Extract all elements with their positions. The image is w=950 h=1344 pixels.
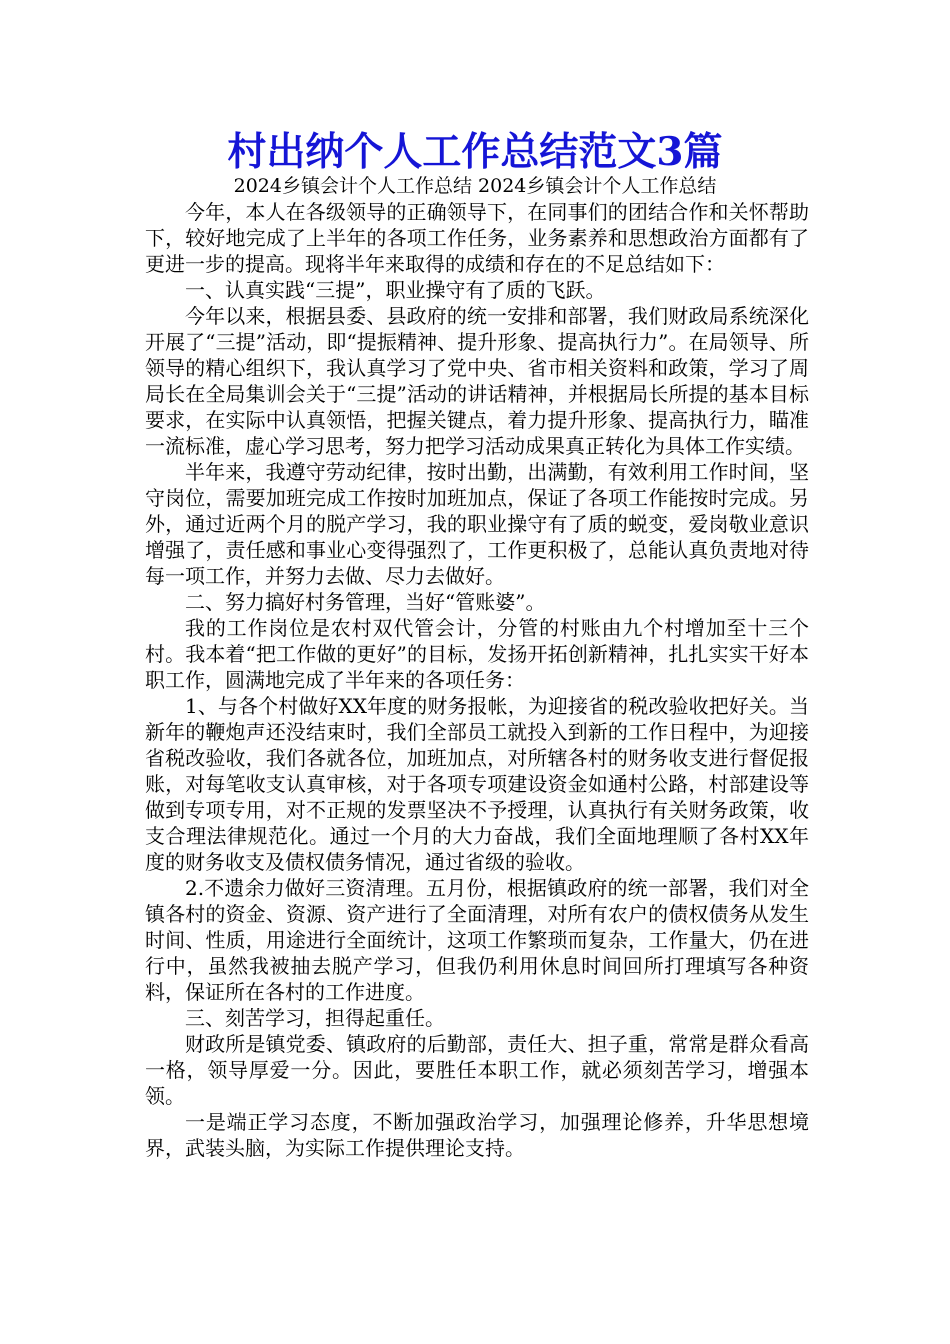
section-heading-1: 一、认真实践“三提”，职业操守有了质的飞跃。	[185, 278, 606, 302]
paragraph-intro: 今年，本人在各级领导的正确领导下，在同事们的团结合作和关怀帮助下，较好地完成了上半年的各项工作任务，业务素养和思想政治方面都有了更进一步的提高。现将半年来取得的成绩和存在的不足总结如下：	[145, 200, 809, 276]
section-heading-2: 二、努力搞好村务管理，当好“管账婆”。	[185, 590, 546, 614]
paragraph: 一是端正学习态度，不断加强政治学习，加强理论修养，升华思想境界，武装头脑，为实际工作提供理论支持。	[145, 1110, 809, 1160]
paragraph: 我的工作岗位是农村双代管会计，分管的村账由九个村增加至十三个村。我本着“把工作做的更好”的目标，发扬开拓创新精神，扎扎实实干好本职工作，圆满地完成了半年来的各项任务：	[145, 616, 809, 692]
paragraph: 半年来，我遵守劳动纪律，按时出勤，出满勤，有效利用工作时间，坚守岗位，需要加班完成工作按时加班加点，保证了各项工作能按时完成。另外，通过近两个月的脱产学习，我的职业操守有了质的蜕变，爱岗敬业意识增强了，责任感和事业心变得强烈了，工作更积极了，总能认真负责地对待每一项工作，并努力去做、尽力去做好。	[145, 460, 809, 588]
paragraph: 今年以来，根据县委、县政府的统一安排和部署，我们财政局系统深化开展了“三提”活动，即“提振精神、提升形象、提高执行力”。在局领导、所领导的精心组织下，我认真学习了党中央、省市相关资料和政策，学习了周局长在全局集训会关于“三提”活动的讲话精神，并根据局长所提的基本目标要求，在实际中认真领悟，把握关键点，着力提升形象、提高执行力，瞄准一流标准，虚心学习思考，努力把学习活动成果真正转化为具体工作实绩。	[145, 304, 809, 458]
section-heading-3: 三、刻苦学习，担得起重任。	[185, 1006, 445, 1030]
list-item: 1、与各个村做好XX年度的财务报帐，为迎接省的税改验收把好关。当新年的鞭炮声还没结束时，我们全部员工就投入到新的工作日程中，为迎接省税改验收，我们各就各位，加班加点，对所辖各村的财务收支进行督促报账，对每笔收支认真审核，对于各项专项建设资金如通村公路，村部建设等做到专项专用，对不正规的发票坚决不予授理，认真执行有关财务政策，收支合理法律规范化。通过一个月的大力奋战，我们全面地理顺了各村XX年度的财务收支及债权债务情况，通过省级的验收。	[145, 694, 809, 874]
document-subtitle: 2024乡镇会计个人工作总结 2024乡镇会计个人工作总结	[233, 175, 717, 197]
document-title: 村出纳个人工作总结范文3篇	[227, 129, 723, 175]
list-item: 2.不遗余力做好三资清理。五月份，根据镇政府的统一部署，我们对全镇各村的资金、资源、资产进行了全面清理，对所有农户的债权债务从发生时间、性质，用途进行全面统计，这项工作繁琐而复杂，工作量大，仍在进行中，虽然我被抽去脱产学习，但我仍利用休息时间回所打理填写各种资料，保证所在各村的工作进度。	[145, 876, 809, 1004]
document-body	[145, 199, 809, 1161]
paragraph: 财政所是镇党委、镇政府的后勤部，责任大、担子重，常常是群众看高一格，领导厚爱一分。因此，要胜任本职工作，就必须刻苦学习，增强本领。	[145, 1032, 809, 1108]
